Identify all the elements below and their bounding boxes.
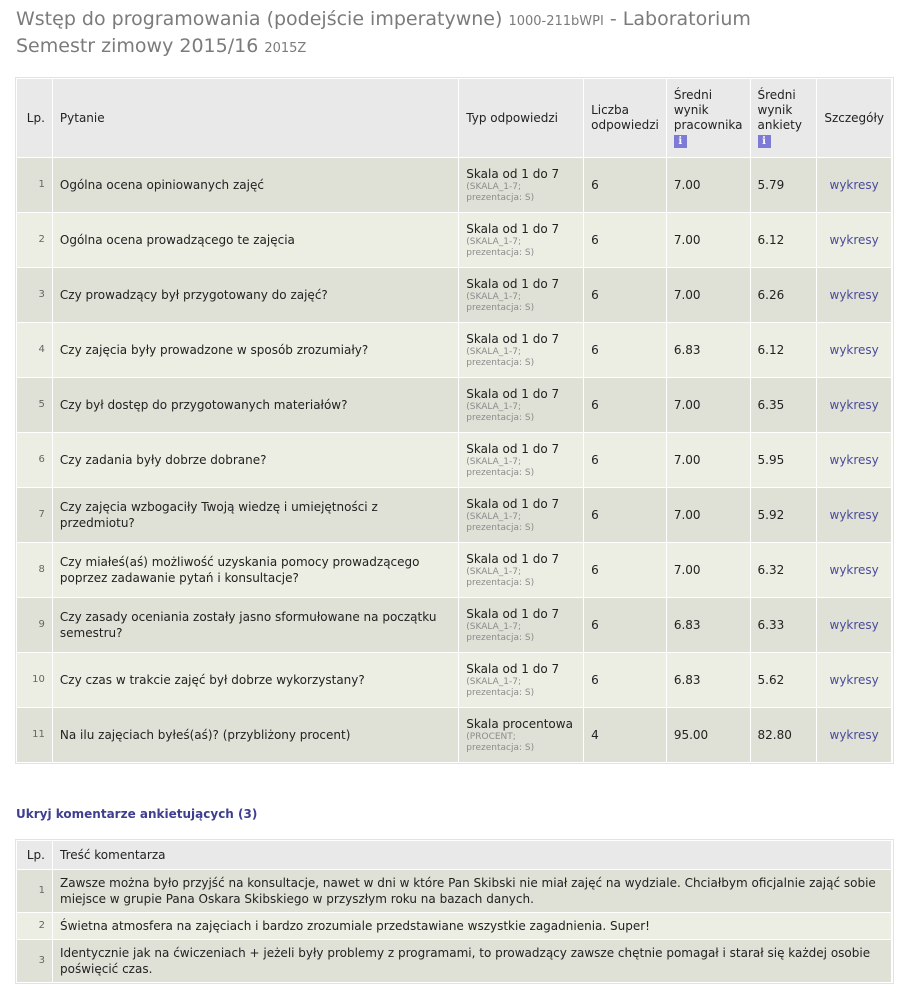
row-lp: 3 [17,267,53,322]
question-text: Czy miałeś(aś) możliwość uzyskania pomocy prowadzącego poprzez zadawanie pytań i konsultacje? [53,542,459,597]
details-cell [817,432,892,487]
answer-count: 6 [584,322,667,377]
col-lp: Lp. [17,79,53,157]
comment-text: Zawsze można było przyjść na konsultacje, nawet w dni w które Pan Skibski nie miał zajęć na wydziale. Chciałbym oficjalnie zająć sobie miejsce w grupie Pana Oskara Skibskiego w przyszłym roku na bazach danych. [53,869,892,912]
avg-employee-score: 7.00 [667,487,751,542]
answer-type-presentation: prezentacja: S) [466,633,535,643]
questions-header-row [17,79,892,157]
answer-type-code: (SKALA_1-7; [466,182,522,192]
answer-type-presentation: prezentacja: S) [466,413,535,423]
answer-type [459,542,584,597]
col-avg-survey [751,79,818,157]
comment-text: Identycznie jak na ćwiczeniach + jeżeli były problemy z programami, to prowadzący zawsze chętnie pomagał i starał się każdej osobie poświęcić czas. [53,939,892,982]
answer-type [459,157,584,212]
answer-type-presentation: prezentacja: S) [466,193,535,203]
comments-header-row [17,841,892,869]
col-avg-employee-label: Średni wynik pracownika [673,88,743,132]
answer-type-presentation: prezentacja: S) [466,578,535,588]
answer-type [459,597,584,652]
charts-link[interactable]: wykresy [829,398,879,412]
question-text: Czy zadania były dobrze dobrane? [53,432,459,487]
page-title [16,7,751,61]
answer-count: 6 [584,432,667,487]
course-type: - Laboratorium [609,8,751,30]
details-cell [817,322,892,377]
answer-type [459,432,584,487]
avg-employee-score: 7.00 [667,267,751,322]
avg-survey-score: 82.80 [751,707,818,762]
charts-link[interactable]: wykresy [829,343,879,357]
charts-link[interactable]: wykresy [829,288,879,302]
answer-type [459,212,584,267]
comment-row [17,939,892,982]
question-row [17,212,892,267]
details-cell [817,377,892,432]
question-row [17,267,892,322]
hide-comments-link[interactable]: Ukryj komentarze ankietujących (3) [16,807,258,821]
row-lp: 4 [17,322,53,377]
question-text: Czy był dostęp do przygotowanych materiałów? [53,377,459,432]
question-row [17,487,892,542]
course-name: Wstęp do programowania (podejście imperatywne) [16,8,503,30]
charts-link[interactable]: wykresy [829,618,879,632]
col-question: Pytanie [53,79,459,157]
answer-type-code: (SKALA_1-7; [466,567,522,577]
semester-code: 2015Z [264,41,307,56]
details-cell [817,707,892,762]
answer-type-code: (SKALA_1-7; [466,292,522,302]
question-row [17,597,892,652]
answer-type [459,487,584,542]
course-code: 1000-211bWPI [508,14,604,29]
details-cell [817,542,892,597]
charts-link[interactable]: wykresy [829,563,879,577]
details-cell [817,652,892,707]
avg-survey-score: 6.35 [751,377,818,432]
answer-count: 6 [584,377,667,432]
row-lp: 10 [17,652,53,707]
question-row [17,322,892,377]
row-lp: 1 [17,157,53,212]
answer-type-presentation: prezentacja: S) [466,468,535,478]
avg-employee-score: 7.00 [667,542,751,597]
avg-survey-score: 6.26 [751,267,818,322]
row-lp: 6 [17,432,53,487]
avg-employee-score: 6.83 [667,322,751,377]
row-lp: 5 [17,377,53,432]
comment-lp: 1 [17,869,53,912]
col-type: Typ odpowiedzi [459,79,584,157]
answer-type-code: (SKALA_1-7; [466,622,522,632]
answer-type-name: Skala procentowa [466,717,573,731]
question-row [17,542,892,597]
charts-link[interactable]: wykresy [829,728,879,742]
answer-type-presentation: prezentacja: S) [466,743,535,753]
avg-employee-score: 7.00 [667,432,751,487]
charts-link[interactable]: wykresy [829,508,879,522]
avg-survey-score: 6.12 [751,212,818,267]
answer-type-code: (SKALA_1-7; [466,402,522,412]
answer-type-code: (SKALA_1-7; [466,347,522,357]
answer-count: 6 [584,487,667,542]
answer-count: 6 [584,597,667,652]
info-icon[interactable]: i [758,135,771,148]
questions-table-container [15,77,894,764]
avg-employee-score: 6.83 [667,597,751,652]
answer-type-code: (SKALA_1-7; [466,237,522,247]
col-comment-content: Treść komentarza [53,841,892,869]
answer-type-presentation: prezentacja: S) [466,523,535,533]
answer-type-name: Skala od 1 do 7 [466,167,560,181]
details-cell [817,267,892,322]
comment-row [17,912,892,939]
question-row [17,432,892,487]
col-avg-employee [667,79,751,157]
comments-table [17,841,892,982]
question-text: Czy zajęcia były prowadzone w sposób zrozumiały? [53,322,459,377]
answer-type-name: Skala od 1 do 7 [466,332,560,346]
question-text: Czy czas w trakcie zajęć był dobrze wykorzystany? [53,652,459,707]
avg-survey-score: 5.95 [751,432,818,487]
semester-name: Semestr zimowy 2015/16 [16,35,259,57]
avg-survey-score: 5.92 [751,487,818,542]
answer-type-name: Skala od 1 do 7 [466,387,560,401]
answer-count: 6 [584,542,667,597]
answer-type-code: (SKALA_1-7; [466,457,522,467]
col-comment-lp: Lp. [17,841,53,869]
question-text: Czy zasady oceniania zostały jasno sformułowane na początku semestru? [53,597,459,652]
details-cell [817,487,892,542]
row-lp: 9 [17,597,53,652]
row-lp: 8 [17,542,53,597]
answer-type-name: Skala od 1 do 7 [466,607,560,621]
question-text: Na ilu zajęciach byłeś(aś)? (przybliżony procent) [53,707,459,762]
answer-type-code: (SKALA_1-7; [466,677,522,687]
comment-lp: 2 [17,912,53,939]
answer-count: 6 [584,267,667,322]
question-row [17,157,892,212]
answer-type-presentation: prezentacja: S) [466,688,535,698]
answer-type [459,377,584,432]
question-text: Czy zajęcia wzbogaciły Twoją wiedzę i umiejętności z przedmiotu? [53,487,459,542]
avg-survey-score: 6.12 [751,322,818,377]
question-row [17,652,892,707]
comment-lp: 3 [17,939,53,982]
answer-type-name: Skala od 1 do 7 [466,442,560,456]
answer-type-code: (SKALA_1-7; [466,512,522,522]
row-lp: 11 [17,707,53,762]
answer-type-presentation: prezentacja: S) [466,358,535,368]
answer-type [459,267,584,322]
question-text: Ogólna ocena opiniowanych zajęć [53,157,459,212]
answer-type [459,652,584,707]
details-cell [817,157,892,212]
details-cell [817,212,892,267]
avg-employee-score: 95.00 [667,707,751,762]
avg-employee-score: 6.83 [667,652,751,707]
comment-text: Świetna atmosfera na zajęciach i bardzo zrozumiale przedstawiane wszystkie zagadnienia. Super! [53,912,892,939]
avg-employee-score: 7.00 [667,157,751,212]
answer-type-name: Skala od 1 do 7 [466,552,560,566]
answer-type [459,707,584,762]
question-row [17,377,892,432]
row-lp: 7 [17,487,53,542]
avg-survey-score: 6.32 [751,542,818,597]
answer-type-name: Skala od 1 do 7 [466,497,560,511]
answer-count: 6 [584,652,667,707]
question-row [17,707,892,762]
answer-type [459,322,584,377]
answer-type-name: Skala od 1 do 7 [466,662,560,676]
avg-employee-score: 7.00 [667,212,751,267]
avg-survey-score: 6.33 [751,597,818,652]
answer-type-name: Skala od 1 do 7 [466,222,560,236]
col-details: Szczegóły [817,79,892,157]
charts-link[interactable]: wykresy [829,233,879,247]
answer-type-name: Skala od 1 do 7 [466,277,560,291]
question-text: Ogólna ocena prowadzącego te zajęcia [53,212,459,267]
charts-link[interactable]: wykresy [829,673,879,687]
question-text: Czy prowadzący był przygotowany do zajęć? [53,267,459,322]
row-lp: 2 [17,212,53,267]
answer-count: 6 [584,212,667,267]
answer-count: 4 [584,707,667,762]
details-cell [817,597,892,652]
col-count: Liczba odpowiedzi [584,79,667,157]
avg-employee-score: 7.00 [667,377,751,432]
comment-row [17,869,892,912]
answer-type-presentation: prezentacja: S) [466,303,535,313]
avg-survey-score: 5.79 [751,157,818,212]
charts-link[interactable]: wykresy [829,178,879,192]
answer-type-code: (PROCENT; [466,732,516,742]
questions-table [17,79,892,762]
col-avg-survey-label: Średni wynik ankiety [757,88,802,132]
charts-link[interactable]: wykresy [829,453,879,467]
answer-type-presentation: prezentacja: S) [466,248,535,258]
info-icon[interactable]: i [674,135,687,148]
comments-table-container [15,839,894,984]
answer-count: 6 [584,157,667,212]
avg-survey-score: 5.62 [751,652,818,707]
